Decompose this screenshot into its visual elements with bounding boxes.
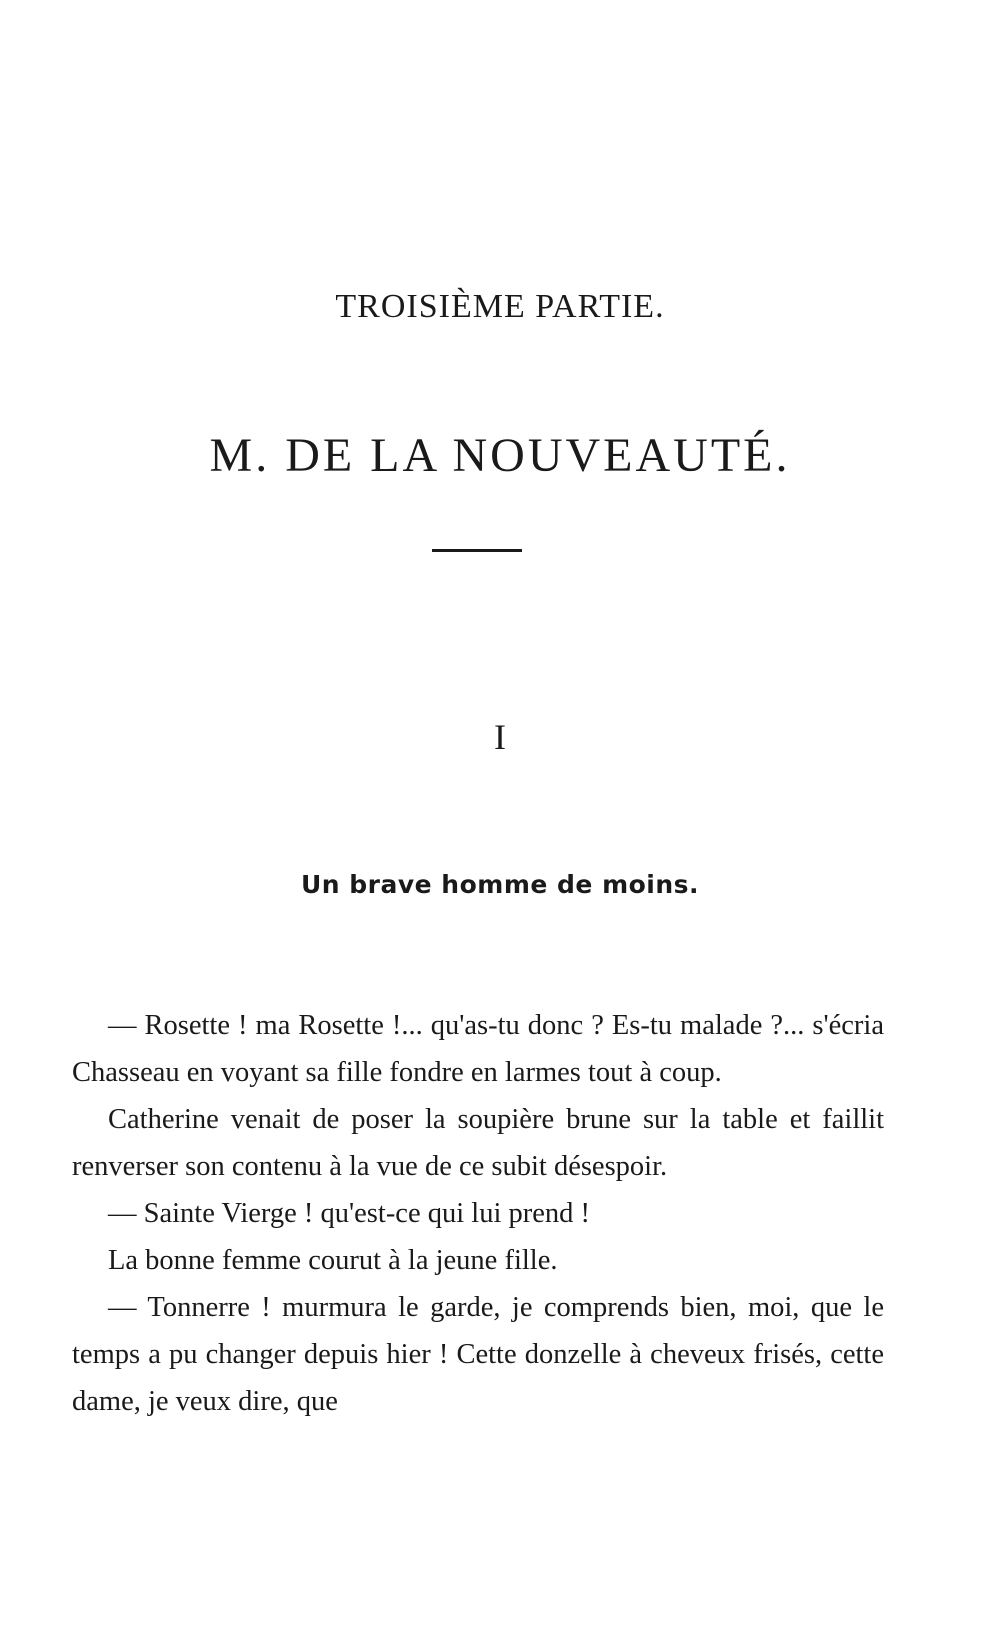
chapter-title: Un brave homme de moins. <box>300 870 700 899</box>
paragraph: La bonne femme courut à la jeune fille. <box>108 1245 558 1276</box>
paragraph: Catherine venait de poser la soupière brune sur la table et faillit renverser son contenu à la vue de ce subit désespoir. <box>72 1104 884 1182</box>
book-title: M. DE LA NOUVEAUTÉ. <box>209 429 791 482</box>
paragraph: — Sainte Vierge ! qu'est-ce qui lui prend ! <box>108 1198 590 1229</box>
paragraph: — Rosette ! ma Rosette !... qu'as-tu donc ? Es-tu malade ?... s'écria Chasseau en voyant sa fille fondre en larmes tout à coup. <box>72 1010 884 1088</box>
body-text <box>72 1002 884 1425</box>
title-rule <box>432 549 522 552</box>
paragraph: — Tonnerre ! murmura le garde, je comprends bien, moi, que le temps a pu changer depuis hier ! Cette donzelle à cheveux frisés, cette dame, je veux dire, que <box>72 1292 884 1417</box>
chapter-number: I <box>494 717 506 757</box>
part-heading: TROISIÈME PARTIE. <box>335 288 665 325</box>
